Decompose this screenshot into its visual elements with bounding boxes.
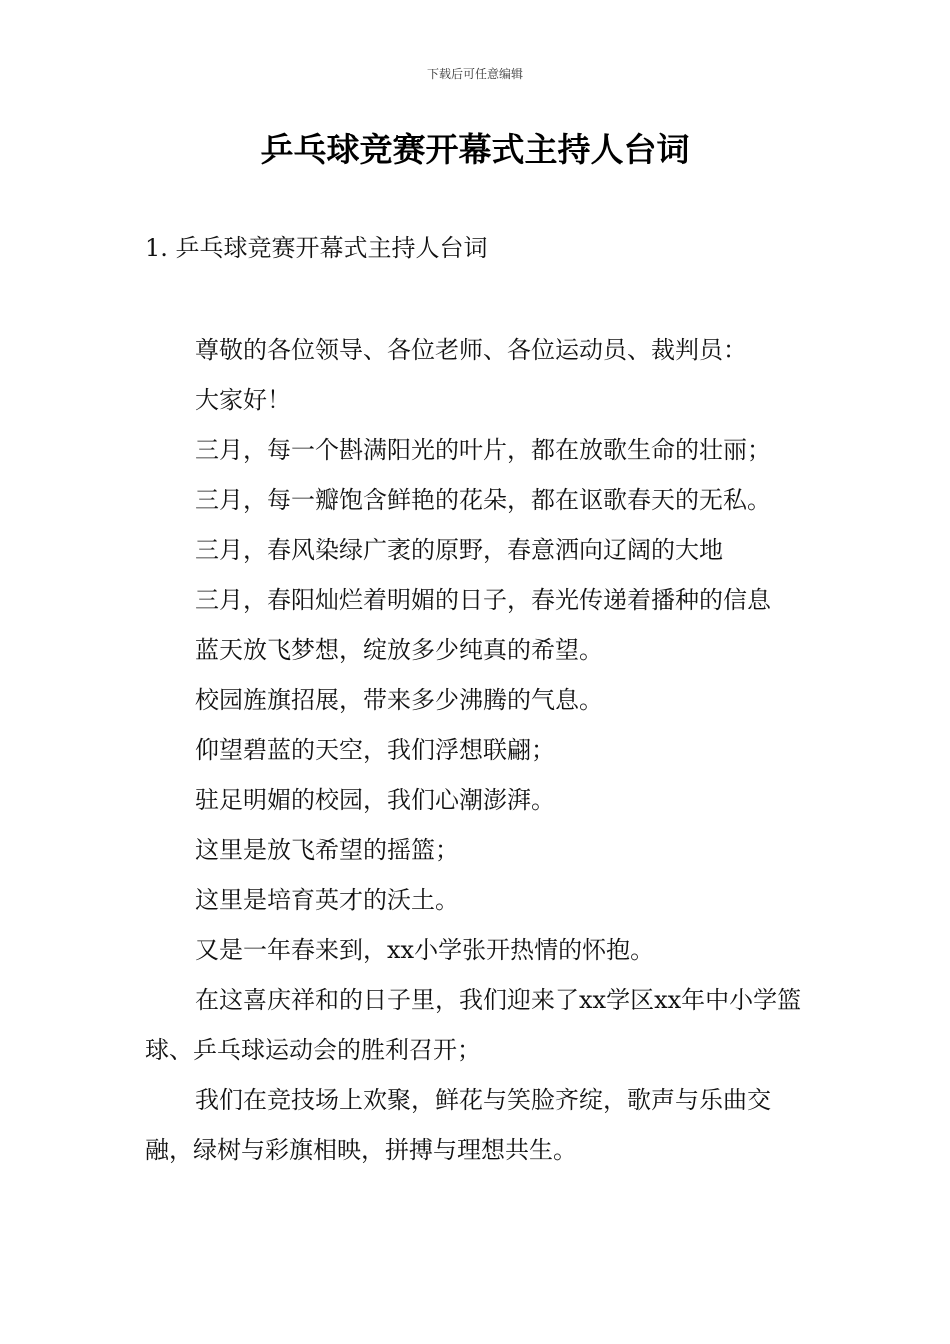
paragraph: 三月，春阳灿烂着明媚的日子，春光传递着播种的信息 [195, 586, 771, 614]
paragraph: 又是一年春来到，xx小学张开热情的怀抱。 [195, 936, 655, 964]
paragraph: 这里是放飞希望的摇篮； [195, 836, 459, 864]
paragraph: 三月，每一瓣饱含鲜艳的花朵，都在讴歌春天的无私。 [195, 486, 771, 514]
section-heading: 1. 乒乓球竞赛开幕式主持人台词 [145, 234, 488, 262]
paragraph: 尊敬的各位领导、各位老师、各位运动员、裁判员： [195, 336, 747, 364]
paragraph: 三月，春风染绿广袤的原野，春意洒向辽阔的大地 [195, 536, 723, 564]
paragraph: 我们在竞技场上欢聚，鲜花与笑脸齐绽，歌声与乐曲交融，绿树与彩旗相映，拼搏与理想共生。 [145, 1086, 771, 1164]
paragraph: 仰望碧蓝的天空，我们浮想联翩； [195, 736, 555, 764]
paragraph: 这里是培育英才的沃土。 [195, 886, 459, 914]
paragraph: 蓝天放飞梦想，绽放多少纯真的希望。 [195, 636, 603, 664]
document-body [145, 325, 807, 1175]
document-title: 乒乓球竞赛开幕式主持人台词 [260, 130, 690, 169]
header-note: 下载后可任意编辑 [426, 67, 523, 81]
paragraph: 在这喜庆祥和的日子里，我们迎来了xx学区xx年中小学篮球、乒乓球运动会的胜利召开； [145, 986, 802, 1064]
paragraph: 三月，每一个斟满阳光的叶片，都在放歌生命的壮丽； [195, 436, 771, 464]
paragraph: 大家好！ [195, 386, 291, 414]
paragraph: 校园旌旗招展，带来多少沸腾的气息。 [195, 686, 603, 714]
paragraph: 驻足明媚的校园，我们心潮澎湃。 [195, 786, 555, 814]
